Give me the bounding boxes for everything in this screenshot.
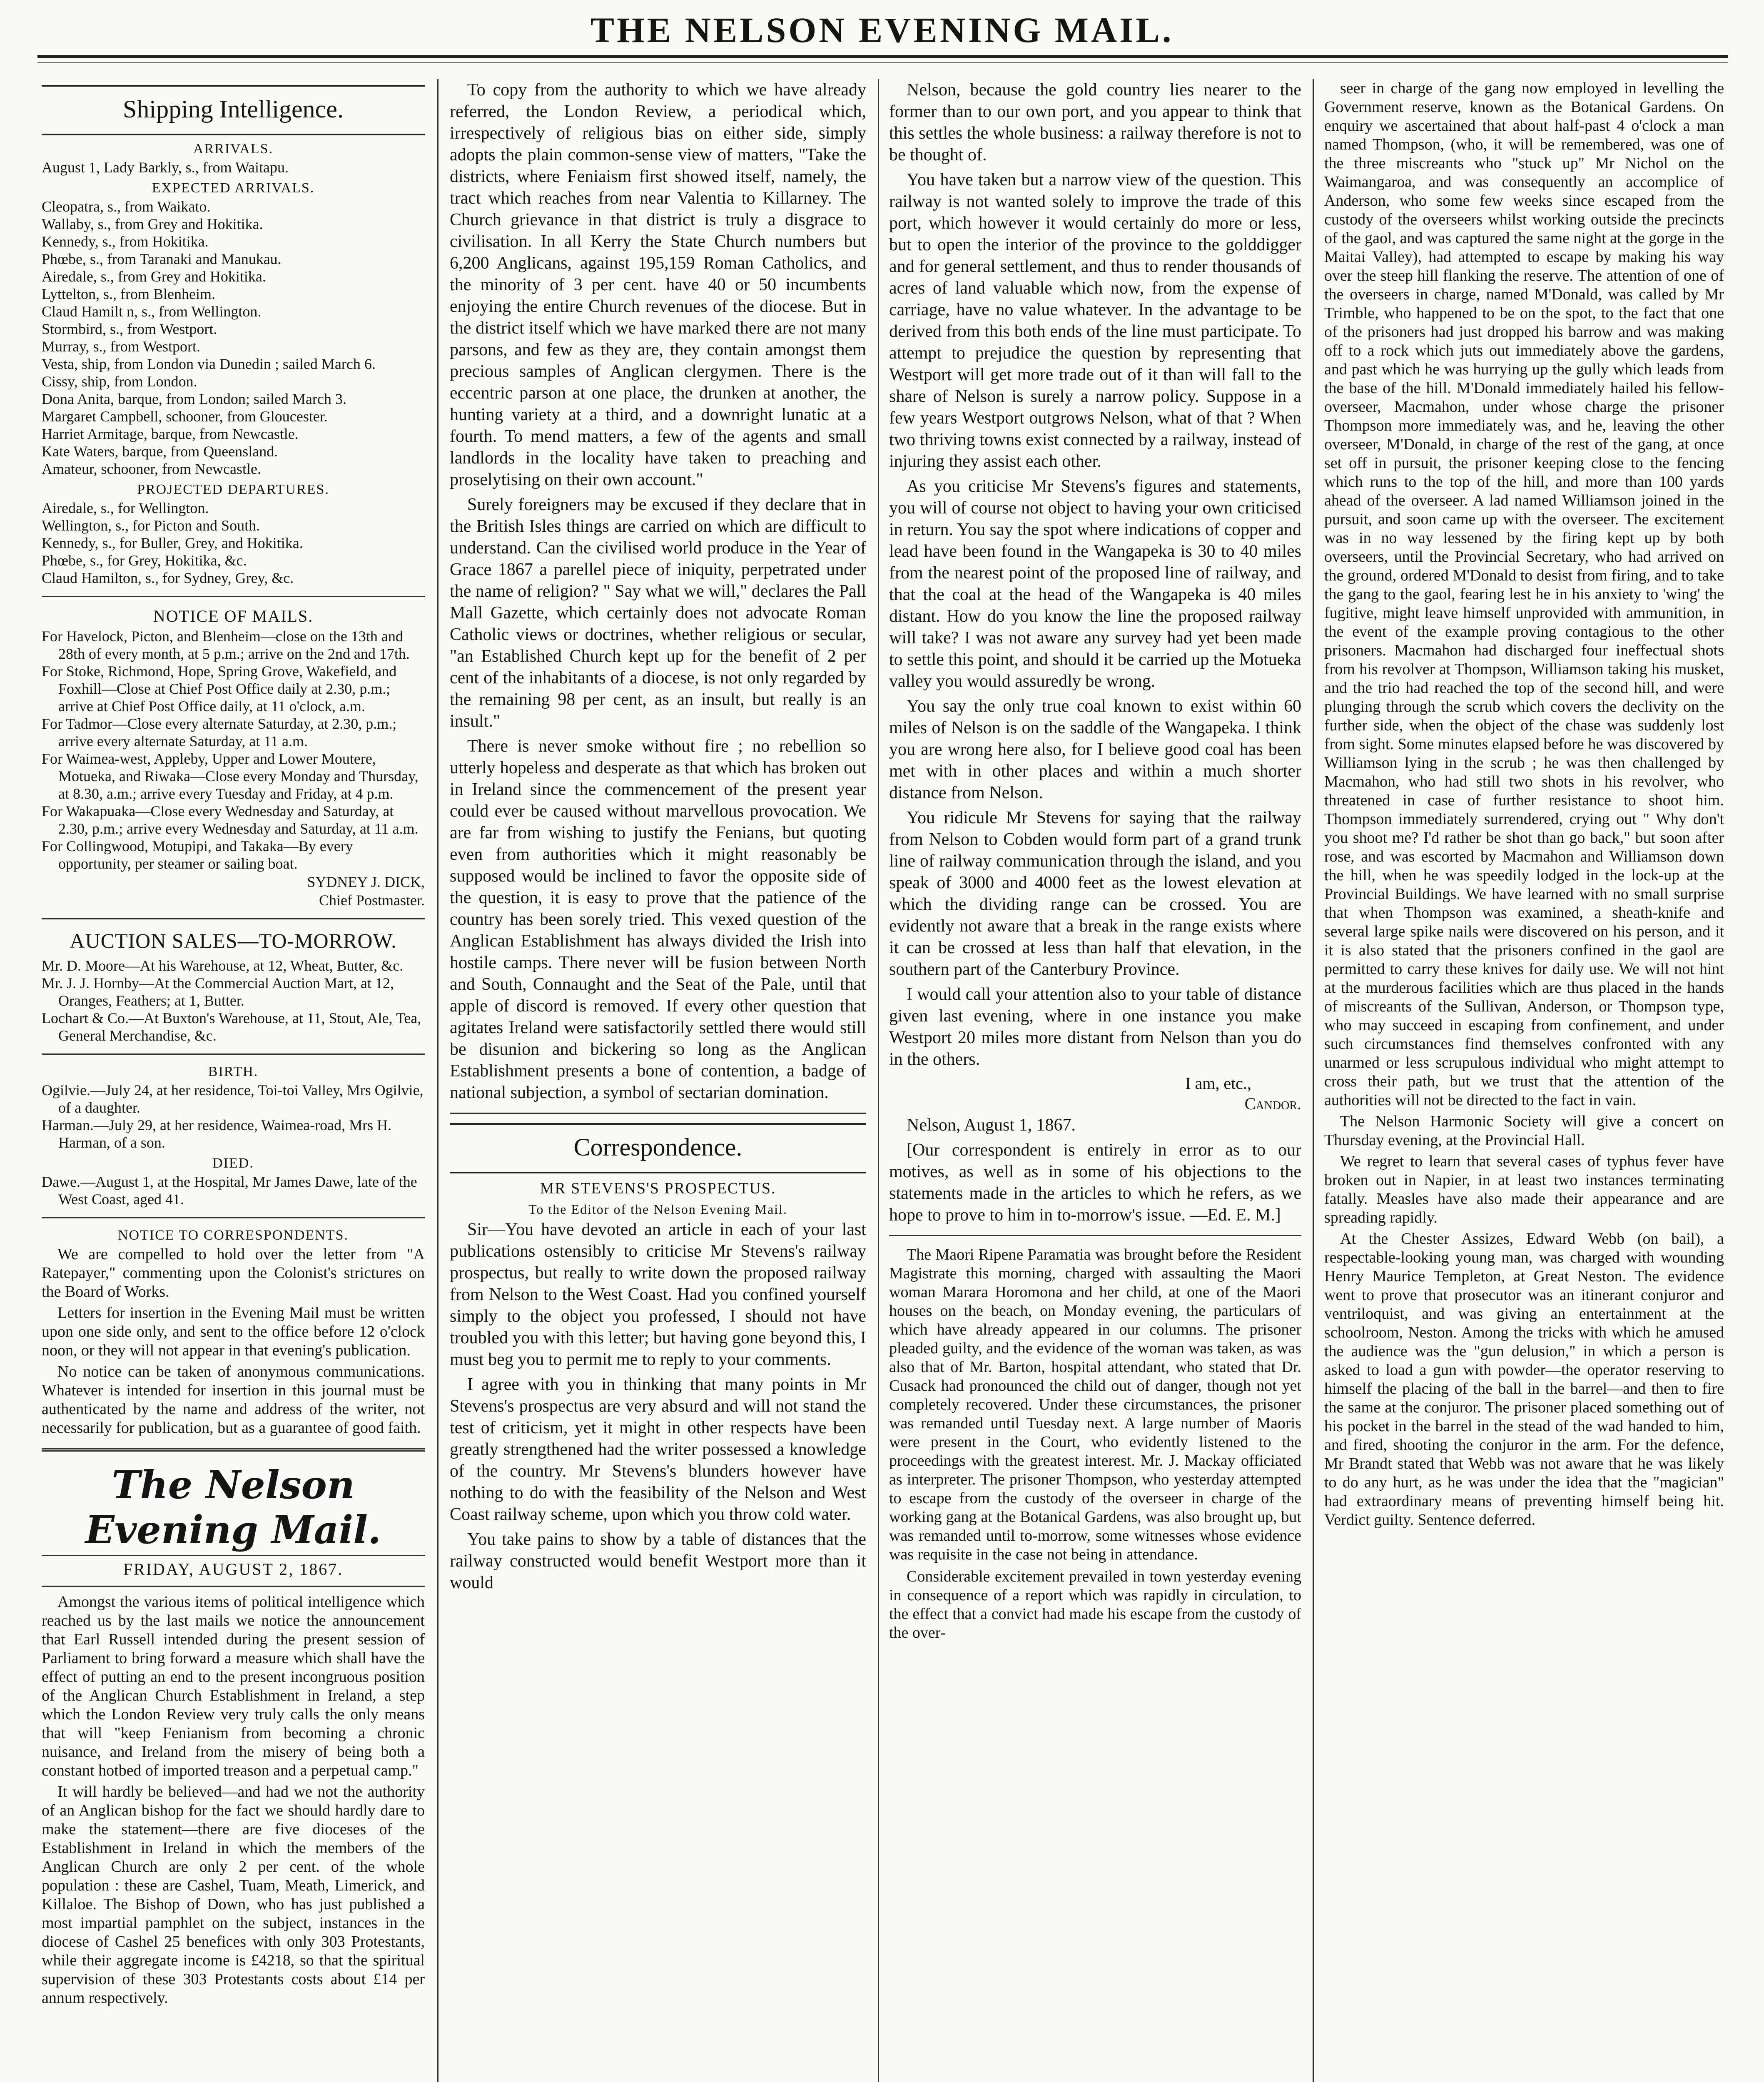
- letter-paragraph: As you criticise Mr Stevens's figures and statements, you will of course not object to having your own criticised in return. You say the spot where indications of copper and lead have been found in the Wangapeka is 30 to 40 miles from the nearest point of the proposed line of railway, and that the coal at the head of the Wangapeka is 40 miles distant. How do you know the line the proposed railway will take? I was not aware any survey had yet been made to settle this point, and should it be carried up the Motueka valley you would assuredly be wrong.: [889, 477, 1301, 691]
- mail-item: For Stoke, Richmond, Hope, Spring Grove, Wakefield, and Foxhill—Close at Chief Post Office daily at 2.30, p.m.; arrive at Chief Post Office daily, at 11 o'clock, a.m.: [42, 663, 397, 715]
- local-news-continued: [1324, 79, 1724, 1529]
- masthead: THE NELSON EVENING MAIL.: [590, 10, 1174, 50]
- expected-item: Harriet Armitage, barque, from Newcastle.: [42, 426, 299, 442]
- mail-item: For Tadmor—Close every alternate Saturday, at 2.30, p.m.; arrive every alternate Saturday, at 11 a.m.: [42, 715, 397, 750]
- correspondence-heading: Correspondence.: [573, 1133, 742, 1161]
- expected-item: Phœbe, s., from Taranaki and Manukau.: [42, 251, 282, 267]
- letter-addressee: To the Editor of the Nelson Evening Mail.: [528, 1202, 787, 1217]
- letter-paragraph: I would call your attention also to your table of distance given last evening, where in one instance you make Westport 20 miles more distant from Nelson than you do in the others.: [889, 985, 1301, 1069]
- death-item: Dawe.—August 1, at the Hospital, Mr James Dawe, late of the West Coast, aged 41.: [42, 1173, 417, 1208]
- column-divider: [878, 79, 879, 2082]
- mail-item: For Collingwood, Motupipi, and Takaka—By every opportunity, per steamer or sailing boat.: [42, 838, 353, 872]
- masthead-rule-thin: [37, 62, 1728, 63]
- letter-paragraph: Sir—You have devoted an article in each of your last publications ostensibly to criticise Mr Stevens's railway prospectus, but really to write down the proposed railway from Nelson to the West Coast. Had you confined yourself simply to the object you professed, I should not have troubled you with this letter; but having gone beyond this, I must beg you to permit me to reply to your comments.: [450, 1220, 866, 1369]
- postmaster-title: Chief Postmaster.: [319, 892, 425, 909]
- birth-heading: BIRTH.: [208, 1064, 259, 1079]
- letter-paragraph: You say the only true coal known to exist within 60 miles of Nelson is on the saddle of the Wangapeka. I think you are wrong here also, for I believe good coal has been met with in other places and within a much shorter distance from Nelson.: [889, 697, 1301, 802]
- auction-item: Mr. J. J. Hornby—At the Commercial Auction Mart, at 12, Oranges, Feathers; at 1, Butter.: [42, 975, 394, 1009]
- editor-note: [Our correspondent is entirely in error as to our motives, as well as in some of his objections to the statements made in the articles to which he refers, as we hope to prove to him in to-morrow's issue. —Ed. E. M.]: [889, 1141, 1301, 1225]
- news-paragraph: Considerable excitement prevailed in town yesterday evening in consequence of a report which was rapidly in circulation, to the effect that a convict had made his escape from the custody of the over-: [889, 1568, 1301, 1641]
- expected-item: Kennedy, s., from Hokitika.: [42, 233, 209, 250]
- postmaster-name: SYDNEY J. DICK,: [307, 874, 425, 890]
- expected-item: Cissy, ship, from London.: [42, 373, 197, 390]
- notice-list: [42, 1245, 425, 1437]
- article-paragraph: To copy from the authority to which we have already referred, the London Review, a periodical which, irrespectively of religious bias on either side, simply adopts the plain common-sense view of matters, "Take the districts, where Feniaism first showed itself, namely, the tract which reaches from near Valentia to Killarney. The Church grievance in that district is truly a disgrace to civilisation. In all Kerry the State Church numbers but 6,200 Anglicans, against 195,159 Roman Catholics, and the minority of 3 per cent. have 40 or 50 incumbents enjoying the entire Church revenues of the diocese. But in the district itself which we have marked there are not many parsons, and few as they are, they contain amongst them precious samples of Anglican clergymen. There is the eccentric parson at one place, the drunken at another, the hunting variety at a third, and a downright lunatic at a fourth. To mend matters, a few of the agents and small landlords in the locality have taken to preaching and proselytising on their own account.": [450, 80, 866, 489]
- birth-item: Ogilvie.—July 24, at her residence, Toi-toi Valley, Mrs Ogilvie, of a daughter.: [42, 1082, 424, 1116]
- mails-list: [42, 628, 425, 872]
- letter-paragraph: Nelson, because the gold country lies nearer to the former than to our own port, and you appear to think that this settles the whole business: a railway therefore is not to be thought of.: [889, 80, 1301, 164]
- leader-continued: [450, 79, 866, 1103]
- paper-date: FRIDAY, AUGUST 2, 1867.: [123, 1560, 344, 1579]
- expected-heading: EXPECTED ARRIVALS.: [152, 180, 315, 196]
- column-3: [889, 79, 1301, 2082]
- letter-signer: Candor.: [1244, 1094, 1301, 1113]
- news-paragraph: At the Chester Assizes, Edward Webb (on bail), a respectable-looking young man, was charged with wounding Henry Maurice Templeton, at Great Neston. The evidence went to prove that prosecutor was an itinerant conjuror and ventriloquist, and was giving an entertainment at the schoolroom, Neston. Among the tricks with which he amused the audience was the "gun delusion," in which a person is asked to load a gun with powder—the operator reserving to himself the placing of the ball in the barrel—and then to fire the same at the conjuror. The prisoner placed something out of his pocket in the barrel in the stead of the wad handed to him, and fired, shooting the conjuror in the arm. For the defence, Mr Brandt stated that Webb was not aware that he was likely to do any hurt, as he was under the idea that the "magician" had extraordinary means of preventing himself being hit. Verdict guilty. Sentence deferred.: [1324, 1230, 1724, 1529]
- column-divider: [1313, 79, 1314, 2082]
- expected-item: Cleopatra, s., from Waikato.: [42, 198, 211, 215]
- leader-paragraph: Amongst the various items of political intelligence which reached us by the last mails we notice the announcement that Earl Russell intended during the present session of Parliament to bring forward a measure which shall have the effect of putting an end to the present incongruous position of the Anglican Church Establishment in Ireland, a step which the London Review very truly calls the only means that will "keep Fenianism from becoming a chronic nuisance, and Ireland from the misery of being both a constant hotbed of imported treason and a perpetual camp.": [42, 1593, 425, 1779]
- news-paragraph: We regret to learn that several cases of typhus fever have broken out in Napier, in at least two instances terminating fatally. Measles have also made their appearance and are spreading rapidly.: [1324, 1153, 1724, 1226]
- departures-list: [42, 499, 425, 587]
- auction-list: [42, 957, 425, 1044]
- expected-item: Dona Anita, barque, from London; sailed March 3.: [42, 391, 346, 407]
- expected-item: Claud Hamilt n, s., from Wellington.: [42, 303, 262, 320]
- notice-paragraph: We are compelled to hold over the letter from "A Ratepayer," commenting upon the Colonist's strictures on the Board of Works.: [42, 1245, 425, 1300]
- departure-item: Kennedy, s., for Buller, Grey, and Hokitika.: [42, 535, 303, 551]
- departure-item: Claud Hamilton, s., for Sydney, Grey, &c.: [42, 570, 294, 586]
- arrivals-list: [42, 159, 425, 176]
- mail-item: For Waimea-west, Appleby, Upper and Lower Moutere, Motueka, and Riwaka—Close every Monday and Thursday, at 8.30, a.m.; arrive every Tuesday and Friday, at 4 p.m.: [42, 750, 419, 802]
- arrivals-heading: ARRIVALS.: [193, 141, 274, 157]
- news-paragraph: The Nelson Harmonic Society will give a concert on Thursday evening, at the Provincial Hall.: [1324, 1113, 1724, 1149]
- expected-item: Stormbird, s., from Westport.: [42, 321, 217, 337]
- column-2: [450, 79, 866, 2082]
- expected-item: Murray, s., from Westport.: [42, 338, 201, 355]
- expected-item: Vesta, ship, from London via Dunedin ; sailed March 6.: [42, 356, 376, 372]
- letter-title: MR STEVENS'S PROSPECTUS.: [540, 1180, 776, 1197]
- notice-paragraph: No notice can be taken of anonymous communications. Whatever is intended for insertion in this journal must be authenticated by the name and address of the writer, not necessarily for publication, but as a guarantee of good faith.: [42, 1363, 425, 1437]
- expected-item: Margaret Campbell, schooner, from Gloucester.: [42, 408, 328, 425]
- expected-item: Lyttelton, s., from Blenheim.: [42, 286, 215, 302]
- expected-item: Amateur, schooner, from Newcastle.: [42, 461, 261, 477]
- letter-paragraph: You ridicule Mr Stevens for saying that the railway from Nelson to Cobden would form part of a grand trunk line of railway communication through the island, and you speak of 3000 and 4000 feet as the lowest elevation at which the dividing range can be crossed. You are evidently not aware that a break in the range exists where it can be crossed at less than half that elevation, in the southern part of the Canterbury Province.: [889, 808, 1301, 979]
- auction-item: Mr. D. Moore—At his Warehouse, at 12, Wheat, Butter, &c.: [42, 957, 404, 974]
- expected-item: Kate Waters, barque, from Queensland.: [42, 443, 278, 460]
- letter-closing: I am, etc.,: [1185, 1074, 1251, 1093]
- departure-item: Airedale, s., for Wellington.: [42, 500, 209, 516]
- mail-item: For Havelock, Picton, and Blenheim—close on the 13th and 28th of every month, at 5 p.m.; arrive on the 2nd and 17th.: [42, 628, 410, 662]
- article-paragraph: There is never smoke without fire ; no rebellion so utterly hopeless and desperate as that which has broken out in Ireland since the commencement of the present year could ever be caused without marvellous provocation. We are far from wishing to justify the Fenians, but quoting even from authorities which it might reasonably be supposed would be inclined to favor the opposite side of the question, it is easy to prove that the patience of the country has been sorely tried. This vexed question of the Anglican Establishment has always divided the Irish into hostile camps. There never will be fusion between North and South, Connaught and the Seat of the Pale, until that apple of discord is removed. If every other question that agitates Ireland were satisfactorily settled there would still be disunion and bickering so long as the Anglican Establishment presents a bone of contention, a badge of national subjection, a symbol of sectarian domination.: [450, 737, 866, 1102]
- local-news: [889, 1245, 1301, 1642]
- column-1: [42, 79, 425, 2082]
- death-list: [42, 1173, 425, 1208]
- letter-body: [450, 1219, 866, 1594]
- auction-item: Lochart & Co.—At Buxton's Warehouse, at 11, Stout, Ale, Tea, General Merchandise, &c.: [42, 1010, 421, 1044]
- column-4: [1324, 79, 1724, 2082]
- expected-list: [42, 198, 425, 478]
- leader-paragraph: It will hardly be believed—and had we not the authority of an Anglican bishop for the fact we should hardly dare to make the statement—there are five dioceses of the Establishment in Ireland in which the members of the Anglican Church are only 2 per cent. of the whole population : these are Cashel, Tuam, Meath, Limerick, and Killaloe. The Bishop of Down, who has just published a most impartial pamphlet on the subject, instances in the diocese of Cashel 25 benefices with only 303 Protestants, while their aggregate income is £4218, so that the spiritual supervision of these 303 Protestants costs about £14 per annum respectively.: [42, 1783, 425, 2007]
- notice-paragraph: Letters for insertion in the Evening Mail must be written upon one side only, and sent to the office before 12 o'clock noon, or they will not appear in that evening's publication.: [42, 1304, 425, 1359]
- birth-list: [42, 1081, 425, 1151]
- letter-paragraph: You have taken but a narrow view of the question. This railway is not wanted solely to improve the trade of this port, which however it would certainly do more or less, but to open the interior of the province to the golddigger and for general settlement, and thus to render thousands of acres of land valuable which now, from the expense of carriage, have no value whatever. In the advantage to be derived from this both ends of the line must participate. To attempt to prejudice the question by representing that Westport will get more trade out of it than will fall to the share of Nelson is surely a narrow policy. Suppose in a few years Westport outgrows Nelson, what of that ? When two thriving towns exist connected by a railway, instead of injuring they assist each other.: [889, 170, 1301, 471]
- mails-heading: NOTICE OF MAILS.: [153, 607, 314, 625]
- departure-item: Phœbe, s., for Grey, Hokitika, &c.: [42, 552, 247, 569]
- mail-item: For Wakapuaka—Close every Wednesday and Saturday, at 2.30, p.m.; arrive every Wednesday and Saturday, at 11 a.m.: [42, 803, 419, 837]
- expected-item: Wallaby, s., from Grey and Hokitika.: [42, 216, 263, 232]
- leader-article: [42, 1593, 425, 2007]
- departures-heading: PROJECTED DEPARTURES.: [137, 482, 329, 497]
- column-divider: [437, 79, 439, 2082]
- letter-continued: [889, 79, 1301, 1070]
- expected-item: Airedale, s., from Grey and Hokitika.: [42, 268, 266, 285]
- died-heading: DIED.: [212, 1156, 254, 1171]
- letter-paragraph: I agree with you in thinking that many points in Mr Stevens's prospectus are very absurd and will not stand the test of criticism, yet it might in other respects have been greatly strengthened had the writer possessed a knowledge of the country. Mr Stevens's blunders however have nothing to do with the feasibility of the Nelson and West Coast railway scheme, upon which you throw cold water.: [450, 1375, 866, 1524]
- birth-item: Harman.—July 29, at her residence, Waimea-road, Mrs H. Harman, of a son.: [42, 1117, 392, 1151]
- news-paragraph: seer in charge of the gang now employed in levelling the Government reserve, known as the Botanical Gardens. On enquiry we ascertained that about half-past 4 o'clock a man named Thompson, (who, it will be remembered, was one of the three miscreants who "stuck up" Mr Nichol on the Waimangaroa, and was consequently an accomplice of Anderson, who some few weeks since escaped from the custody of the overseers whilst working outside the precincts of the gaol, and was captured the same night at the gorge in the Maitai Valley), had attempted to escape by making his way over the steep hill flanking the reserve. The attention of one of the overseers in charge, named M'Donald, was called by Mr Trimble, who happened to be on the spot, to the fact that one of the prisoners had just dropped his barrow and was making off to a rock which juts out immediately above the gardens, and past which he was hurrying up the gully which leads from the base of the hill. M'Donald immediately hailed his fellow-overseer, Macmahon, under whose charge the prisoner Thompson more immediately was, and he, leaving the other overseer, M'Donald, in charge of the rest of the gang, at once set off in pursuit, the prisoner keeping close to the fencing which runs to the top of the hill, and more than 100 yards ahead of the overseer. A lad named Williamson joined in the pursuit, and soon came up with the overseer. The excitement was in no way lessened by the firing kept up by both overseers, until the Provincial Secretary, who had arrived on the ground, ordered M'Donald to desist from firing, and to take the gang to the gaol, fearing lest he in his anxiety to 'wing' the fugitive, might leave himself unprovided with ammunition, in the event of the example proving contagious to the other prisoners. Macmahon had discharged four ineffectual shots from his revolver at Thompson, Williamson taking his musket, and the trio had reached the top of the second hill, and were plunging through the scrub which covers the declivity on the further side, when the object of the chase was suddenly lost from sight. Some minutes elapsed before he was discovered by Williamson lying in the scrub ; he was then challenged by Macmahon, who had still two shots in his revolver, who threatened in case of further resistance to shoot him. Thompson immediately surrendered, crying out " Why don't you shoot me? I'd rather be shot than go back," but soon after rose, and was escorted by Macmahon and Williamson down the hill, when he was speedily lodged in the lock-up at the Provincial Buildings. We have learned with no small surprise that when Thompson was examined, a sheath-knife and several large spike nails were discovered on his person, and it it is also stated that the prisoners confined in the gaol are permitted to carry these knives for daily use. We will not hint at the murderous facilities which are thus placed in the hands of miscreants of the Sullivan, Anderson, or Thompson type, who may succeed in escaping from confinement, and under such circumstances find themselves confronted with any unarmed or less scrupulous individual who might attempt to cross their path, but we trust that the attention of the authorities will not be directed to the fact in vain.: [1324, 80, 1724, 1109]
- letter-place-date: Nelson, August 1, 1867.: [907, 1116, 1076, 1135]
- auction-heading: AUCTION SALES—TO-MORROW.: [70, 929, 397, 952]
- departure-item: Wellington, s., for Picton and South.: [42, 517, 260, 534]
- masthead-rule: [37, 55, 1728, 58]
- article-paragraph: Surely foreigners may be excused if they declare that in the British Isles things are carried on which are difficult to understand. Can the civilised world produce in the Year of Grace 1867 a parellel piece of iniquity, perpetrated under the name of religion? " Say what we will," declares the Pall Mall Gazette, which certainly does not advocate Roman Catholic views or doctrines, whether religious or secular, "an Established Church kept up for the benefit of 2 per cent of the inhabitants of a diocese, is not only regarded by the remaining 98 per cent, as an insult, but really is an insult.": [450, 495, 866, 731]
- paper-title: The Nelson Evening Mail.: [85, 1462, 381, 1552]
- letter-paragraph: You take pains to show by a table of distances that the railway constructed would benefit Westport more than it would: [450, 1530, 866, 1592]
- shipping-heading: Shipping Intelligence.: [123, 95, 344, 123]
- news-paragraph: The Maori Ripene Paramatia was brought before the Resident Magistrate this morning, charged with assaulting the Maori woman Marara Horomona and her child, at one of the Maori houses on the beach, on Monday evening, the particulars of which have already appeared in our columns. The prisoner pleaded guilty, and the evidence of the woman was taken, as was also that of Mr. Barton, hospital attendant, who stated that Dr. Cusack had pronounced the child out of danger, though not yet completely recovered. Under these circumstances, the prisoner was remanded until Tuesday next. A large number of Maoris were present in the Court, who evidently listened to the proceedings with the greatest interest. Mr. J. Mackay officiated as interpreter. The prisoner Thompson, who yesterday attempted to escape from the custody of the overseer in charge of the working gang at the Botanical Gardens, was also brought up, but was remanded until to-morrow, some witnesses whose evidence was requisite in the case not being in attendance.: [889, 1246, 1301, 1563]
- notice-heading: NOTICE TO CORRESPONDENTS.: [117, 1228, 349, 1243]
- arrival-item: August 1, Lady Barkly, s., from Waitapu.: [42, 159, 289, 176]
